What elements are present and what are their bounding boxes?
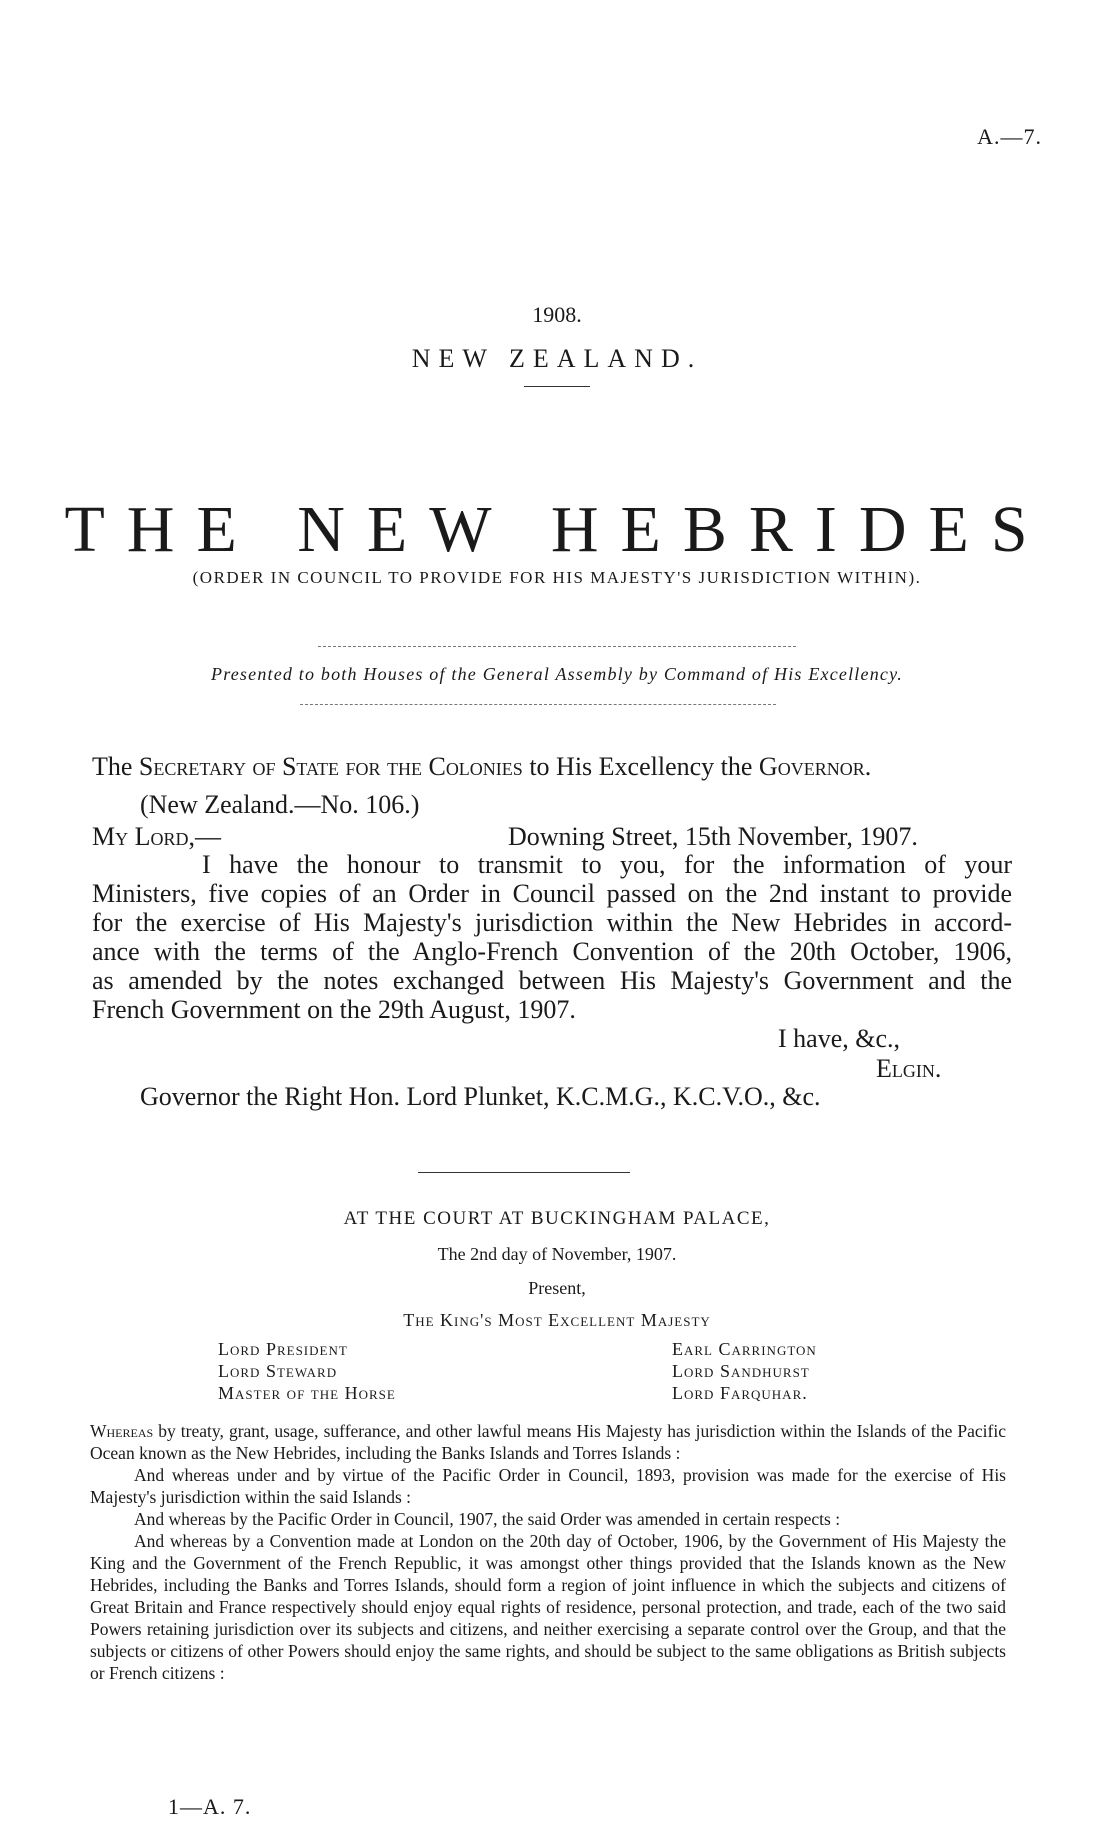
attendee: Master of the Horse xyxy=(218,1383,396,1403)
order-paragraph: And whereas under and by virtue of the Pacific Order in Council, 1893, provision was made for the exercise of His Majesty's jurisdiction within the said Islands : xyxy=(90,1465,1006,1507)
addressee: Governor the Right Hon. Lord Plunket, K.C.M.G., K.C.V.O., &c. xyxy=(140,1082,821,1111)
letter-line: ance with the terms of the Anglo-French Convention of the 20th October, 1906, xyxy=(92,937,1012,966)
place-date: Downing Street, 15th November, 1907. xyxy=(508,822,918,851)
letter-heading-prefix: The xyxy=(92,752,139,781)
letter-line: as amended by the notes exchanged between His Majesty's Government and the xyxy=(92,966,1012,995)
closing: I have, &c., xyxy=(778,1024,901,1053)
order-paragraph: And whereas by a Convention made at London on the 20th day of October, 1906, by the Government of His Majesty the King and the Government of the French Republic, it was amongst other things provided that the Islands known as the New Hebrides, including the Banks and Torres Islands, should form a region of joint influence in which the subjects and citizens of Great Britain and France respectively should enjoy equal rights of residence, personal protection, and trade, each of the two said Powers retaining jurisdiction over its subjects and citizens, and neither exercising a separate control over the Group, and that the subjects or citizens of other Powers should enjoy the same rights, and should be subject to the same obligations as British subjects or French citizens : xyxy=(90,1531,1006,1683)
dotted-rule-top xyxy=(318,646,796,647)
letter-line: I have the honour to transmit to you, for the information of your xyxy=(202,850,1012,879)
letter-line: for the exercise of His Majesty's jurisdiction within the New Hebrides in accord- xyxy=(92,908,1012,937)
order-body xyxy=(90,1420,1006,1684)
section-rule xyxy=(418,1172,630,1173)
letter-line: French Government on the 29th August, 1907. xyxy=(92,995,576,1024)
letter-heading-middle: to His Excellency the xyxy=(522,752,759,781)
publication-year: 1908. xyxy=(532,302,582,327)
short-rule xyxy=(524,386,590,387)
attendee: Lord Farquhar. xyxy=(672,1383,808,1403)
order-paragraph xyxy=(90,1420,1006,1464)
document-reference: A.—7. xyxy=(977,124,1042,149)
attendees-left xyxy=(218,1338,396,1404)
order-paragraph-text: by treaty, grant, usage, sufferance, and other lawful means His Majesty has jurisdiction within the Islands of the Pacific Ocean known as the New Hebrides, including the Banks Islands and Torres Islands : xyxy=(90,1421,1006,1463)
presented-line: Presented to both Houses of the General Assembly by Command of His Excellency. xyxy=(211,664,903,684)
court-heading: AT THE COURT AT BUCKINGHAM PALACE, xyxy=(343,1208,771,1229)
dotted-rule-bottom xyxy=(300,704,776,705)
letter-line: Ministers, five copies of an Order in Council passed on the 2nd instant to provide xyxy=(92,879,1012,908)
court-date: The 2nd day of November, 1907. xyxy=(437,1244,677,1264)
salutation: My Lord,— xyxy=(92,822,222,851)
attendee: Lord President xyxy=(218,1339,348,1359)
court-present: Present, xyxy=(528,1278,586,1298)
attendees-right xyxy=(672,1338,817,1404)
attendee: Lord Steward xyxy=(218,1361,338,1381)
country-heading: NEW ZEALAND. xyxy=(411,344,703,373)
order-paragraph: And whereas by the Pacific Order in Council, 1907, the said Order was amended in certain respects : xyxy=(134,1509,841,1529)
attendee: Lord Sandhurst xyxy=(672,1361,810,1381)
letter-body xyxy=(92,850,1012,1024)
attendee: Earl Carrington xyxy=(672,1339,817,1359)
despatch-number: (New Zealand.—No. 106.) xyxy=(140,790,420,819)
document-title: THE NEW HEBRIDES xyxy=(64,493,1050,566)
court-majesty: The King's Most Excellent Majesty xyxy=(403,1310,711,1330)
signature: Elgin. xyxy=(876,1054,942,1083)
signature-mark: 1—A. 7. xyxy=(168,1794,252,1819)
letter-heading-recipient: Governor. xyxy=(758,752,872,781)
letter-heading-sender: Secretary of State for the Colonies xyxy=(138,752,523,781)
document-subtitle: (ORDER IN COUNCIL TO PROVIDE FOR HIS MAJESTY'S JURISDICTION WITHIN). xyxy=(192,568,922,587)
whereas-word: Whereas xyxy=(90,1421,154,1441)
letter-heading xyxy=(92,752,871,781)
